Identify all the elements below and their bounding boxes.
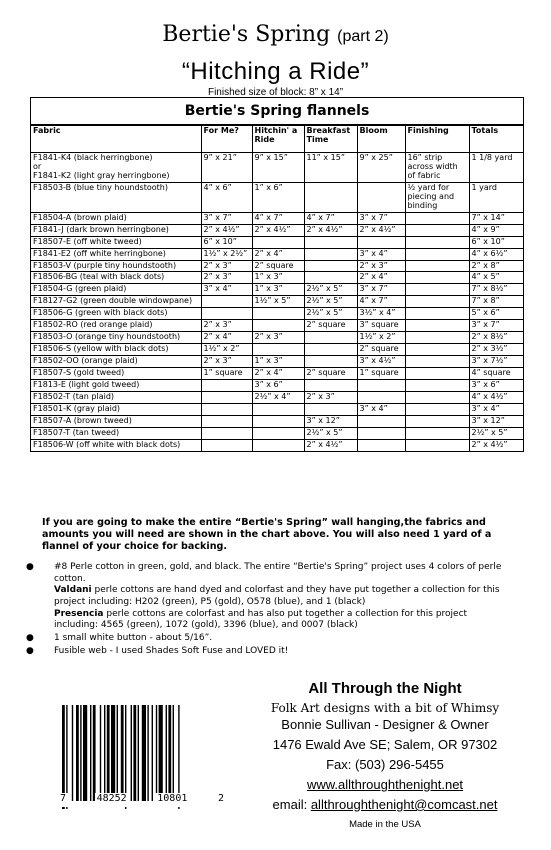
table-cell-bloom: 3” x 7” (357, 284, 405, 296)
table-cell-totals: 4” x 5” (469, 272, 523, 284)
table-cell-for-me (201, 427, 252, 439)
fax-number: Fax: (503) 296-5455 (326, 757, 444, 772)
table-row (31, 260, 523, 272)
table-cell-totals: 2” x 4½” (469, 439, 523, 450)
column-header: Bloom (357, 126, 405, 153)
table-cell-for-me: 1½” x 2½” (201, 248, 252, 260)
barcode-bar (156, 705, 157, 801)
table-cell-ride: 2” x 3” (252, 332, 304, 344)
table-cell-finishing (405, 415, 469, 427)
table-cell-ride: 2” x 4½” (252, 224, 304, 236)
table-cell-breakfast: 4” x 7” (304, 212, 357, 224)
table-cell-for-me: 2” x 4” (201, 332, 252, 344)
table-cell-finishing (405, 236, 469, 248)
table-cell-totals: 4” x 6½” (469, 248, 523, 260)
table-cell-ride (252, 439, 304, 450)
table-row (31, 368, 523, 380)
barcode-bar (117, 705, 118, 801)
table-cell-ride: 9” x 15” (252, 153, 304, 183)
table-row (31, 403, 523, 415)
table-cell-ride: 1½” x 5” (252, 296, 304, 308)
table-cell-bloom: 2” x 4” (357, 272, 405, 284)
table-cell-breakfast (304, 332, 357, 344)
table-cell-fabric: F18507-S (gold tweed) (31, 368, 201, 380)
table-cell-bloom (357, 415, 405, 427)
table-cell-ride: 1” x 3” (252, 356, 304, 368)
table-cell-ride (252, 403, 304, 415)
list-item (26, 646, 506, 658)
barcode-bar (168, 705, 171, 801)
table-cell-bloom: 4” x 7” (357, 296, 405, 308)
table-cell-for-me: 1” square (201, 368, 252, 380)
table-cell-ride: 2” x 4” (252, 248, 304, 260)
table-cell-fabric: F1841-J (dark brown herringbone) (31, 224, 201, 236)
table-cell-finishing (405, 403, 469, 415)
table-cell-totals: 3” x 12” (469, 415, 523, 427)
table-cell-for-me: 9” x 21” (201, 153, 252, 183)
table-cell-bloom: 3” x 4½” (357, 356, 405, 368)
table-cell-bloom (357, 182, 405, 212)
table-cell-breakfast: 2” x 4½” (304, 224, 357, 236)
barcode-bar (133, 705, 136, 801)
table-cell-totals: 2” x 8½” (469, 332, 523, 344)
table-cell-bloom: 3” x 4” (357, 248, 405, 260)
contact-block (250, 680, 520, 830)
table-cell-bloom (357, 427, 405, 439)
barcode-digit-group: 48252 (95, 793, 129, 807)
table-cell-totals: 3” x 7½” (469, 356, 523, 368)
table-cell-finishing (405, 224, 469, 236)
table-row (31, 224, 523, 236)
barcode-digit-group: 10801 (155, 793, 189, 807)
table-row (31, 392, 523, 404)
table-cell-totals: 3” x 6” (469, 380, 523, 392)
table-row (31, 415, 523, 427)
table-cell-for-me (201, 308, 252, 320)
table-row (31, 380, 523, 392)
table-row (31, 439, 523, 450)
table-cell-finishing (405, 284, 469, 296)
table-cell-breakfast (304, 182, 357, 212)
table-cell-breakfast (304, 356, 357, 368)
table-row (31, 320, 523, 332)
list-item (26, 562, 506, 632)
table-row (31, 153, 523, 183)
email-label: email: (272, 797, 311, 812)
table-row (31, 212, 523, 224)
table-cell-fabric: F18503-V (purple tiny houndstooth) (31, 260, 201, 272)
barcode-bar (83, 705, 87, 801)
table-cell-for-me (201, 392, 252, 404)
table-cell-for-me (201, 296, 252, 308)
table-cell-fabric: F18501-K (gray plaid) (31, 403, 201, 415)
barcode-digit-group: 2 (216, 793, 226, 807)
pattern-part: (part 2) (337, 28, 389, 45)
table-cell-finishing (405, 296, 469, 308)
fusible-web-text: Fusible web - I used Shades Soft Fuse and LOVED it! (54, 645, 289, 656)
table-cell-for-me: 2” x 3” (201, 356, 252, 368)
company-name: All Through the Night (308, 680, 462, 697)
table-cell-totals: 2” x 8” (469, 260, 523, 272)
valdani-text: perle cottons are hand dyed and colorfast and they have put together a collection for this project including: H202 (green), P5 (gold), O578 (blue), and 1 (black) (54, 585, 500, 608)
table-cell-ride: 2” x 4” (252, 368, 304, 380)
fabric-chart (30, 97, 524, 452)
column-header: Breakfast Time (304, 126, 357, 153)
column-header: Finishing (405, 126, 469, 153)
column-header: For Me? (201, 126, 252, 153)
barcode-bar (107, 705, 110, 801)
barcode-bar (76, 705, 79, 801)
table-cell-bloom: 2” square (357, 344, 405, 356)
table-cell-totals: 1 1/8 yard (469, 153, 523, 183)
table-row (31, 308, 523, 320)
table-cell-fabric: F18502-OO (orange plaid) (31, 356, 201, 368)
table-cell-totals: 2” x 3½” (469, 344, 523, 356)
email-line (250, 795, 520, 815)
table-cell-breakfast: 2” x 4½” (304, 439, 357, 450)
table-cell-totals: 4” x 4½” (469, 392, 523, 404)
table-cell-bloom: 3” x 4” (357, 403, 405, 415)
table-cell-fabric: F18506-W (off white with black dots) (31, 439, 201, 450)
table-cell-breakfast: 2½” x 5” (304, 284, 357, 296)
table-cell-for-me (201, 439, 252, 450)
perle-cotton-text: #8 Perle cotton in green, gold, and black. The entire “Bertie's Spring” project uses 4 colors of perle cotton. (54, 562, 502, 584)
table-cell-finishing (405, 380, 469, 392)
table-cell-finishing (405, 344, 469, 356)
table-cell-ride: 1” x 3” (252, 272, 304, 284)
barcode-bar (80, 705, 81, 801)
table-cell-bloom: 3½” x 4” (357, 308, 405, 320)
table-cell-breakfast: 2” x 3” (304, 392, 357, 404)
barcode-bar (147, 705, 148, 801)
table-cell-breakfast: 2” square (304, 368, 357, 380)
table-cell-totals: 7” x 14” (469, 212, 523, 224)
table-row (31, 248, 523, 260)
table-row (31, 296, 523, 308)
table-cell-breakfast: 2½” x 5” (304, 296, 357, 308)
table-cell-fabric: F18507-A (brown tweed) (31, 415, 201, 427)
presencia-line (54, 609, 506, 632)
website-link[interactable]: www.allthroughthenight.net (306, 777, 464, 792)
table-cell-totals: 3” x 4” (469, 403, 523, 415)
table-cell-bloom (357, 236, 405, 248)
made-in-usa: Made in the USA (349, 819, 421, 830)
table-cell-ride: 4” x 7” (252, 212, 304, 224)
table-cell-fabric: F18504-G (green plaid) (31, 284, 201, 296)
barcode-digits (58, 793, 226, 807)
table-cell-finishing (405, 212, 469, 224)
table-cell-ride (252, 415, 304, 427)
table-cell-totals: 7” x 8½” (469, 284, 523, 296)
table-cell-ride: 1” x 3” (252, 284, 304, 296)
table-row (31, 356, 523, 368)
finished-size-note: Finished size of block: 8” x 14” (207, 87, 344, 98)
designer-owner: Bonnie Sullivan - Designer & Owner (281, 717, 489, 732)
table-cell-for-me (201, 380, 252, 392)
table-cell-breakfast (304, 248, 357, 260)
table-cell-ride (252, 427, 304, 439)
table-cell-finishing (405, 272, 469, 284)
table-cell-totals: 1 yard (469, 182, 523, 212)
table-cell-finishing: 16” strip across width of fabric (405, 153, 469, 183)
table-cell-ride (252, 308, 304, 320)
table-cell-fabric: F18504-A (brown plaid) (31, 212, 201, 224)
address: 1476 Ewald Ave SE; Salem, OR 97302 (272, 737, 498, 752)
presencia-brand: Presencia (54, 608, 104, 619)
barcode-bar (100, 705, 101, 801)
table-cell-for-me (201, 415, 252, 427)
table-cell-for-me: 6” x 10” (201, 236, 252, 248)
table-cell-totals: 2½” x 5” (469, 427, 523, 439)
table-cell-breakfast: 2½” x 5” (304, 308, 357, 320)
table-cell-totals: 5” x 6” (469, 308, 523, 320)
table-cell-for-me: 4” x 6” (201, 182, 252, 212)
table-cell-fabric: F18507-E (off white tweed) (31, 236, 201, 248)
table-cell-fabric: F18127-G2 (green double windowpane) (31, 296, 201, 308)
table-cell-finishing: ½ yard for piecing and binding (405, 182, 469, 212)
table-row (31, 182, 523, 212)
table-cell-fabric: F18502-T (tan plaid) (31, 392, 201, 404)
barcode-bar (159, 705, 163, 801)
barcode-bar (93, 705, 96, 801)
table-cell-ride: 2½” x 4” (252, 392, 304, 404)
column-header: Totals (469, 126, 523, 153)
table-cell-ride (252, 236, 304, 248)
table-cell-bloom: 2” x 4½” (357, 224, 405, 236)
table-cell-finishing (405, 439, 469, 450)
company-tagline: Folk Art designs with a bit of Whimsy (270, 701, 500, 715)
table-header-row (31, 126, 523, 153)
table-cell-breakfast: 3” x 12” (304, 415, 357, 427)
bullet-icon: ● (26, 633, 34, 644)
table-cell-finishing (405, 332, 469, 344)
bullet-icon: ● (26, 562, 34, 572)
table-row (31, 427, 523, 439)
table-cell-breakfast: 2½” x 5” (304, 427, 357, 439)
table-cell-finishing (405, 356, 469, 368)
table-cell-ride: 2” square (252, 260, 304, 272)
table-cell-for-me (201, 403, 252, 415)
table-cell-bloom: 1½” x 2” (357, 332, 405, 344)
barcode-digit-group: 7 (58, 793, 68, 807)
table-cell-breakfast (304, 236, 357, 248)
supplies-list (26, 562, 506, 659)
fabric-table (31, 125, 523, 451)
table-cell-finishing (405, 308, 469, 320)
table-cell-bloom: 9” x 25” (357, 153, 405, 183)
table-cell-breakfast (304, 344, 357, 356)
table-cell-finishing (405, 392, 469, 404)
table-cell-finishing (405, 260, 469, 272)
pattern-title-text: Bertie's Spring (162, 22, 331, 47)
barcode-bar (121, 705, 124, 801)
table-cell-finishing (405, 248, 469, 260)
barcode-bar (111, 705, 115, 801)
valdani-line (54, 585, 506, 608)
table-cell-fabric: F18503-O (orange tiny houndstooth) (31, 332, 201, 344)
table-cell-fabric: F18506-G (green with black dots) (31, 308, 201, 320)
table-cell-fabric: F18502-RO (red orange plaid) (31, 320, 201, 332)
table-cell-for-me: 3” x 4” (201, 284, 252, 296)
table-cell-totals: 6” x 10” (469, 236, 523, 248)
button-text: 1 small white button - about 5/16”. (54, 633, 213, 644)
table-cell-ride (252, 320, 304, 332)
list-item (26, 633, 506, 645)
column-header: Fabric (31, 126, 201, 153)
wall-hanging-note: If you are going to make the entire “Bertie's Spring” wall hanging,the fabrics and amounts you will need are shown in the chart above. You will also need 1 yard of a flannel of your choice for backing. (42, 517, 492, 553)
barcode-bar (142, 705, 146, 801)
table-cell-ride (252, 344, 304, 356)
table-cell-fabric: F1813-E (light gold tweed) (31, 380, 201, 392)
bullet-icon: ● (26, 645, 34, 656)
table-cell-totals: 4” square (469, 368, 523, 380)
table-cell-bloom (357, 392, 405, 404)
table-cell-bloom: 1” square (357, 368, 405, 380)
table-cell-ride: 1” x 6” (252, 182, 304, 212)
column-header: Hitchin' a Ride (252, 126, 304, 153)
barcode-bar (173, 705, 174, 801)
barcode-bar (166, 705, 167, 801)
table-cell-for-me: 1½” x 2” (201, 344, 252, 356)
table-cell-breakfast: 2” square (304, 320, 357, 332)
table-cell-finishing (405, 368, 469, 380)
table-cell-fabric: F18507-T (tan tweed) (31, 427, 201, 439)
table-cell-fabric: F1841-K4 (black herringbone) or F1841-K2 (light gray herringbone) (31, 153, 201, 183)
table-cell-breakfast: 11” x 15” (304, 153, 357, 183)
table-cell-finishing (405, 320, 469, 332)
table-row (31, 236, 523, 248)
table-cell-ride: 3” x 6” (252, 380, 304, 392)
table-cell-fabric: F18503-B (blue tiny houndstooth) (31, 182, 201, 212)
table-cell-breakfast (304, 260, 357, 272)
table-cell-for-me: 2” x 4½” (201, 224, 252, 236)
table-row (31, 272, 523, 284)
table-cell-totals: 3” x 7” (469, 320, 523, 332)
table-cell-bloom: 2” x 3” (357, 260, 405, 272)
table-cell-fabric: F18506-S (yellow with black dots) (31, 344, 201, 356)
table-cell-fabric: F18506-BG (teal with black dots) (31, 272, 201, 284)
table-cell-breakfast (304, 272, 357, 284)
barcode-bar (90, 705, 91, 801)
pattern-title (0, 22, 551, 47)
table-cell-fabric: F1841-E2 (off white herringbone) (31, 248, 201, 260)
valdani-brand: Valdani (54, 585, 92, 596)
table-row (31, 284, 523, 296)
table-cell-for-me: 2” x 3” (201, 260, 252, 272)
table-cell-bloom (357, 439, 405, 450)
barcode-bar (104, 705, 105, 801)
table-cell-for-me: 2” x 3” (201, 272, 252, 284)
block-title: “Hitching a Ride” (181, 58, 370, 85)
table-cell-breakfast (304, 403, 357, 415)
fabric-chart-title: Bertie's Spring flannels (31, 98, 523, 125)
table-cell-for-me: 2” x 3” (201, 320, 252, 332)
table-cell-totals: 4” x 9” (469, 224, 523, 236)
table-cell-finishing (405, 427, 469, 439)
table-row (31, 344, 523, 356)
barcode-bar (131, 705, 132, 801)
table-row (31, 332, 523, 344)
email-link[interactable]: allthroughthenight@comcast.net (310, 797, 498, 812)
table-cell-breakfast (304, 380, 357, 392)
presencia-text: perle cottons are colorfast and has also put together a collection for this project including: 4565 (green), 1072 (gold), 3396 (blue), and 0007 (black) (54, 608, 468, 631)
barcode-bar (138, 705, 139, 801)
barcode-bar (152, 705, 153, 801)
table-cell-for-me: 3” x 7” (201, 212, 252, 224)
table-cell-totals: 7” x 8” (469, 296, 523, 308)
table-cell-bloom: 3” square (357, 320, 405, 332)
table-cell-bloom: 3” x 7” (357, 212, 405, 224)
barcode-bar (72, 705, 73, 801)
table-cell-bloom (357, 380, 405, 392)
